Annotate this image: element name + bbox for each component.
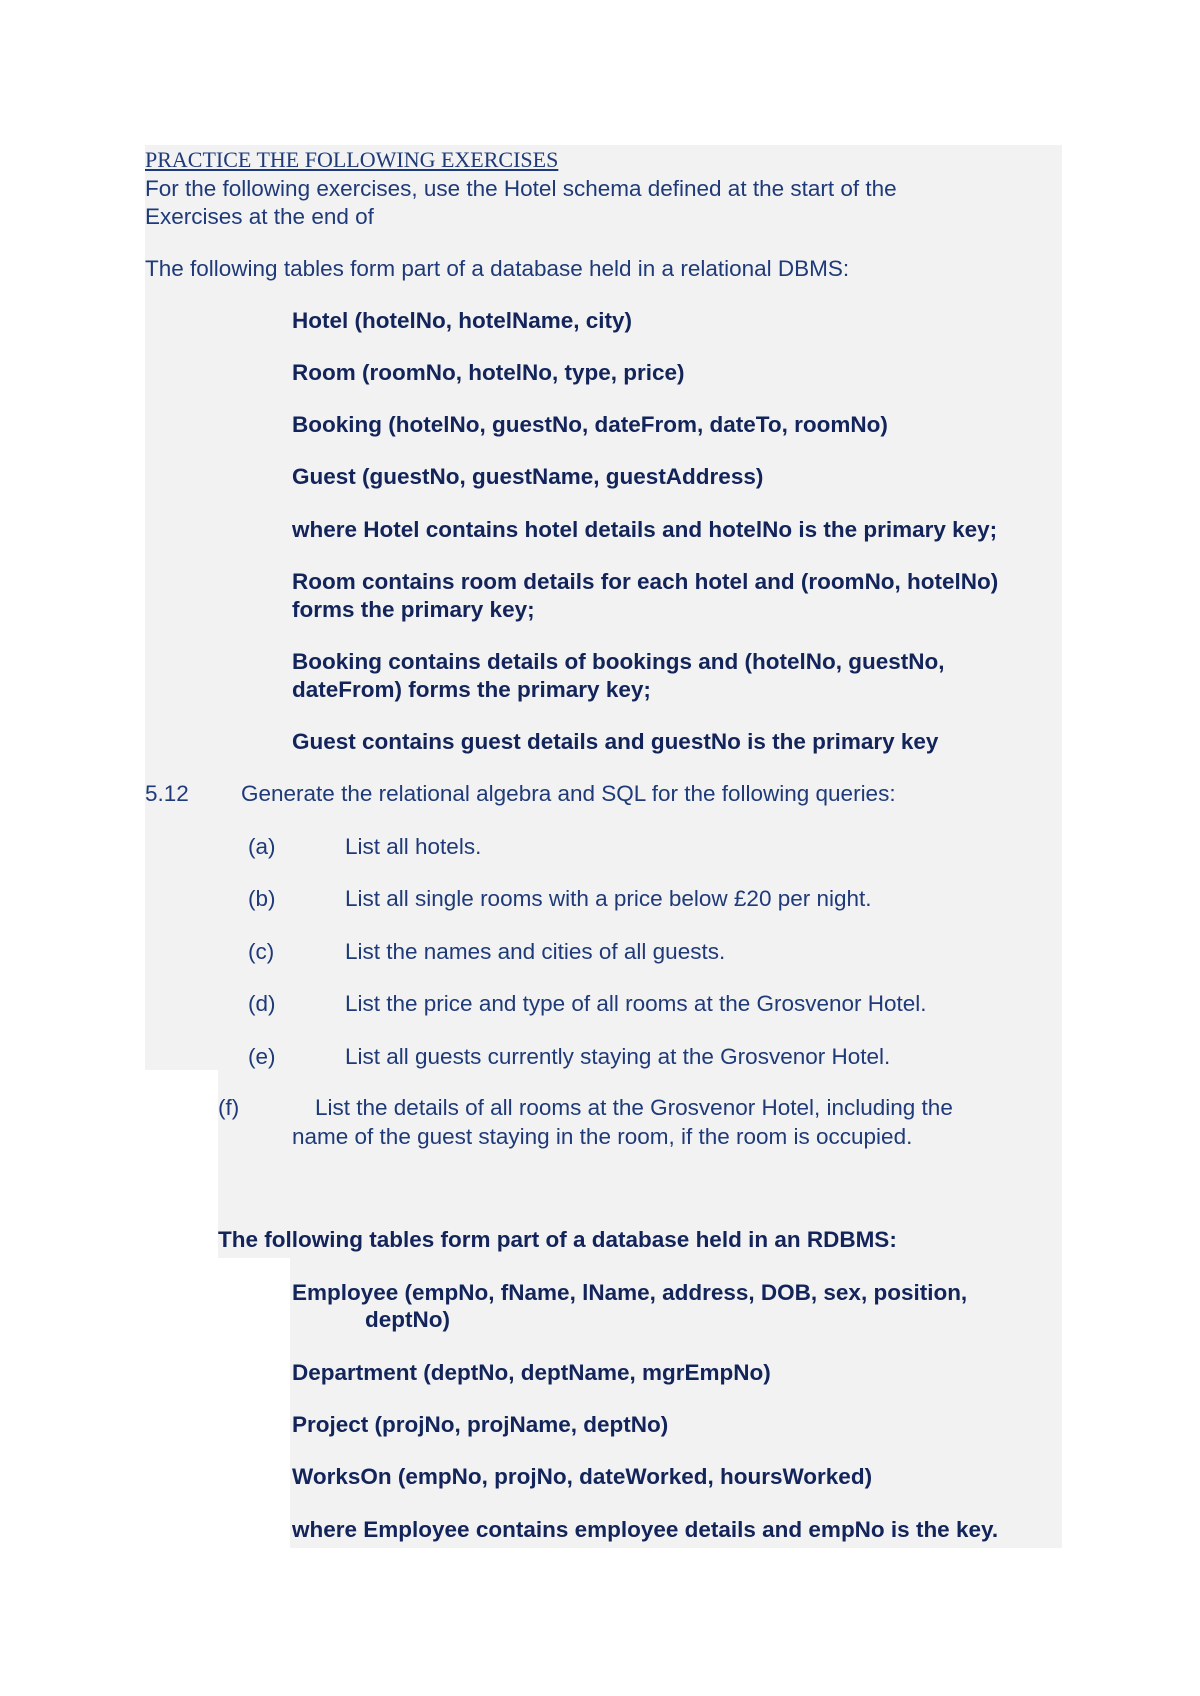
item-a-label: (a) <box>248 834 276 859</box>
item-f-text-line-2: name of the guest staying in the room, if the room is occupied. <box>292 1124 913 1149</box>
key-room-line-2: forms the primary key; <box>292 597 535 622</box>
intro-line-2: Exercises at the end of <box>145 204 374 229</box>
key-room-line-1: Room contains room details for each hotel and (roomNo, hotelNo) <box>292 569 999 594</box>
rdbms-intro: The following tables form part of a database held in an RDBMS: <box>218 1227 897 1252</box>
item-b-text: List all single rooms with a price below £20 per night. <box>345 886 872 911</box>
key-booking-line-1: Booking contains details of bookings and (hotelNo, guestNo, <box>292 649 945 674</box>
hotel-tables-intro: The following tables form part of a database held in a relational DBMS: <box>145 256 850 281</box>
schema-booking: Booking (hotelNo, guestNo, dateFrom, dateTo, roomNo) <box>292 412 888 437</box>
item-f-text-line-1: List the details of all rooms at the Grosvenor Hotel, including the <box>315 1095 953 1120</box>
schema-project: Project (projNo, projName, deptNo) <box>292 1412 669 1437</box>
item-d-label: (d) <box>248 991 276 1016</box>
schema-guest: Guest (guestNo, guestName, guestAddress) <box>292 464 764 489</box>
item-b-label: (b) <box>248 886 276 911</box>
schema-employee-line-2: deptNo) <box>365 1307 450 1332</box>
item-c-label: (c) <box>248 939 275 964</box>
key-booking-line-2: dateFrom) forms the primary key; <box>292 677 651 702</box>
schema-room: Room (roomNo, hotelNo, type, price) <box>292 360 685 385</box>
page-heading: PRACTICE THE FOLLOWING EXERCISES <box>145 147 559 172</box>
exercise-text: Generate the relational algebra and SQL for the following queries: <box>241 781 896 806</box>
exercise-number: 5.12 <box>145 781 189 806</box>
schema-department: Department (deptNo, deptName, mgrEmpNo) <box>292 1360 771 1385</box>
schema-employee-line-1: Employee (empNo, fName, lName, address, DOB, sex, position, <box>292 1280 968 1305</box>
key-employee: where Employee contains employee details and empNo is the key. <box>292 1517 999 1542</box>
item-e-text: List all guests currently staying at the Grosvenor Hotel. <box>345 1044 891 1069</box>
schema-workson: WorksOn (empNo, projNo, dateWorked, hoursWorked) <box>292 1464 873 1489</box>
schema-hotel: Hotel (hotelNo, hotelName, city) <box>292 308 633 333</box>
key-guest: Guest contains guest details and guestNo is the primary key <box>292 729 939 754</box>
item-e-label: (e) <box>248 1044 276 1069</box>
intro-line-1: For the following exercises, use the Hotel schema defined at the start of the <box>145 176 897 201</box>
item-a-text: List all hotels. <box>345 834 482 859</box>
key-hotel: where Hotel contains hotel details and hotelNo is the primary key; <box>292 517 998 542</box>
item-d-text: List the price and type of all rooms at the Grosvenor Hotel. <box>345 991 927 1016</box>
item-c-text: List the names and cities of all guests. <box>345 939 726 964</box>
item-f-label: (f) <box>218 1095 240 1120</box>
